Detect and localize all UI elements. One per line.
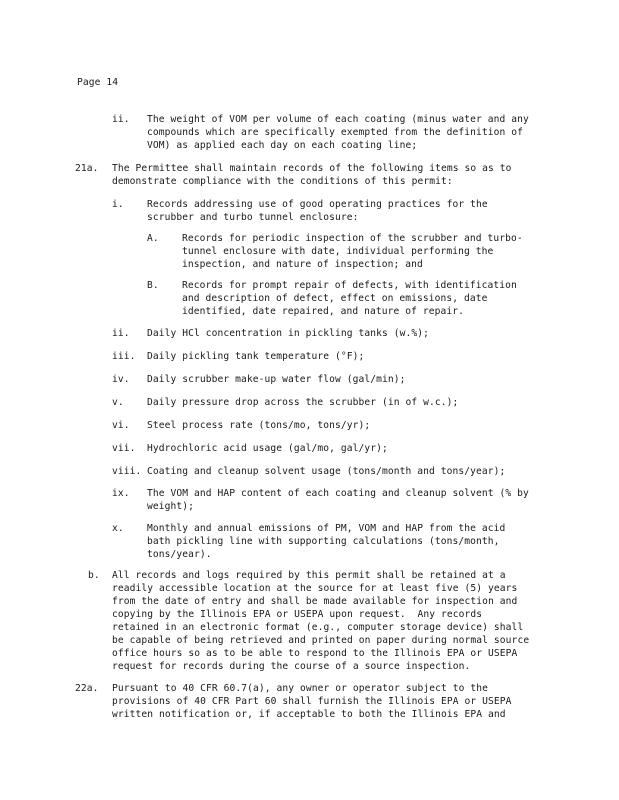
section-22a-line-2: provisions of 40 CFR Part 60 shall furnish the Illinois EPA or USEPA	[112, 696, 512, 707]
section-b-line-2: readily accessible location at the source for at least five (5) years	[112, 583, 518, 594]
section-22a-line-1: Pursuant to 40 CFR 60.7(a), any owner or operator subject to the	[112, 683, 489, 694]
sub-i-line-2: scrubber and turbo tunnel enclosure:	[147, 212, 359, 223]
section-21a-number: 21a.	[75, 163, 99, 174]
item-x-number: x.	[112, 523, 124, 534]
section-b-line-1: All records and logs required by this permit shall be retained at a	[112, 570, 506, 581]
section-b-line-4: copying by the Illinois EPA or USEPA upon request. Any records	[112, 609, 483, 620]
section-b-line-5: retained in an electronic format (e.g., computer storage device) shall	[112, 622, 524, 633]
section-22a-number: 22a.	[75, 683, 99, 694]
item-ix-number: ix.	[112, 488, 130, 499]
section-b-line-6: be capable of being retrieved and printed on paper during normal source	[112, 635, 530, 646]
sub-b-line-1: Records for prompt repair of defects, with identification	[182, 280, 517, 291]
sub-a-number: A.	[147, 233, 159, 244]
sub-a-line-3: inspection, and nature of inspection; and	[182, 259, 423, 270]
sub-a-line-1: Records for periodic inspection of the scrubber and turbo-	[182, 233, 523, 244]
item-ii-line-1: The weight of VOM per volume of each coating (minus water and any	[147, 114, 529, 125]
section-b-line-3: from the date of entry and shall be made available for inspection and	[112, 596, 518, 607]
item-ii-line-2: compounds which are specifically exempted from the definition of	[147, 127, 524, 138]
item-number: ii.	[112, 328, 130, 339]
item-text: Coating and cleanup solvent usage (tons/month and tons/year);	[147, 466, 506, 477]
item-ii-number: ii.	[112, 114, 130, 125]
sub-i-line-1: Records addressing use of good operating practices for the	[147, 199, 488, 210]
item-text: Daily scrubber make-up water flow (gal/min);	[147, 374, 406, 385]
item-ii-line-3: VOM) as applied each day on each coating line;	[147, 140, 418, 151]
item-text: Daily pickling tank temperature (°F);	[147, 351, 365, 362]
item-x-line-1: Monthly and annual emissions of PM, VOM and HAP from the acid	[147, 523, 506, 534]
item-number: iv.	[112, 374, 130, 385]
item-number: vii.	[112, 443, 136, 454]
item-text: Steel process rate (tons/mo, tons/yr);	[147, 420, 371, 431]
section-b-number: b.	[88, 570, 100, 581]
item-number: vi.	[112, 420, 130, 431]
sub-i-number: i.	[112, 199, 124, 210]
item-x-line-2: bath pickling line with supporting calculations (tons/month,	[147, 536, 500, 547]
section-b-line-7: office hours so as to be able to respond to the Illinois EPA or USEPA	[112, 648, 518, 659]
section-21a-line-2: demonstrate compliance with the conditions of this permit:	[112, 176, 453, 187]
section-21a-line-1: The Permittee shall maintain records of the following items so as to	[112, 163, 512, 174]
sub-b-line-2: and description of defect, effect on emissions, date	[182, 293, 488, 304]
sub-a-line-2: tunnel enclosure with date, individual performing the	[182, 246, 494, 257]
item-number: iii.	[112, 351, 136, 362]
item-text: Daily pressure drop across the scrubber (in of w.c.);	[147, 397, 459, 408]
sub-b-line-3: identified, date repaired, and nature of repair.	[182, 306, 465, 317]
item-ix-line-2: weight);	[147, 501, 195, 512]
item-number: v.	[112, 397, 124, 408]
item-number: viii.	[112, 466, 142, 477]
item-x-line-3: tons/year).	[147, 549, 212, 560]
item-ix-line-1: The VOM and HAP content of each coating and cleanup solvent (% by	[147, 488, 529, 499]
section-b-line-8: request for records during the course of a source inspection.	[112, 661, 471, 672]
item-text: Daily HCl concentration in pickling tanks (w.%);	[147, 328, 430, 339]
section-22a-line-3: written notification or, if acceptable to both the Illinois EPA and	[112, 709, 506, 720]
item-text: Hydrochloric acid usage (gal/mo, gal/yr);	[147, 443, 388, 454]
page-number: Page 14	[77, 77, 119, 88]
sub-b-number: B.	[147, 280, 159, 291]
